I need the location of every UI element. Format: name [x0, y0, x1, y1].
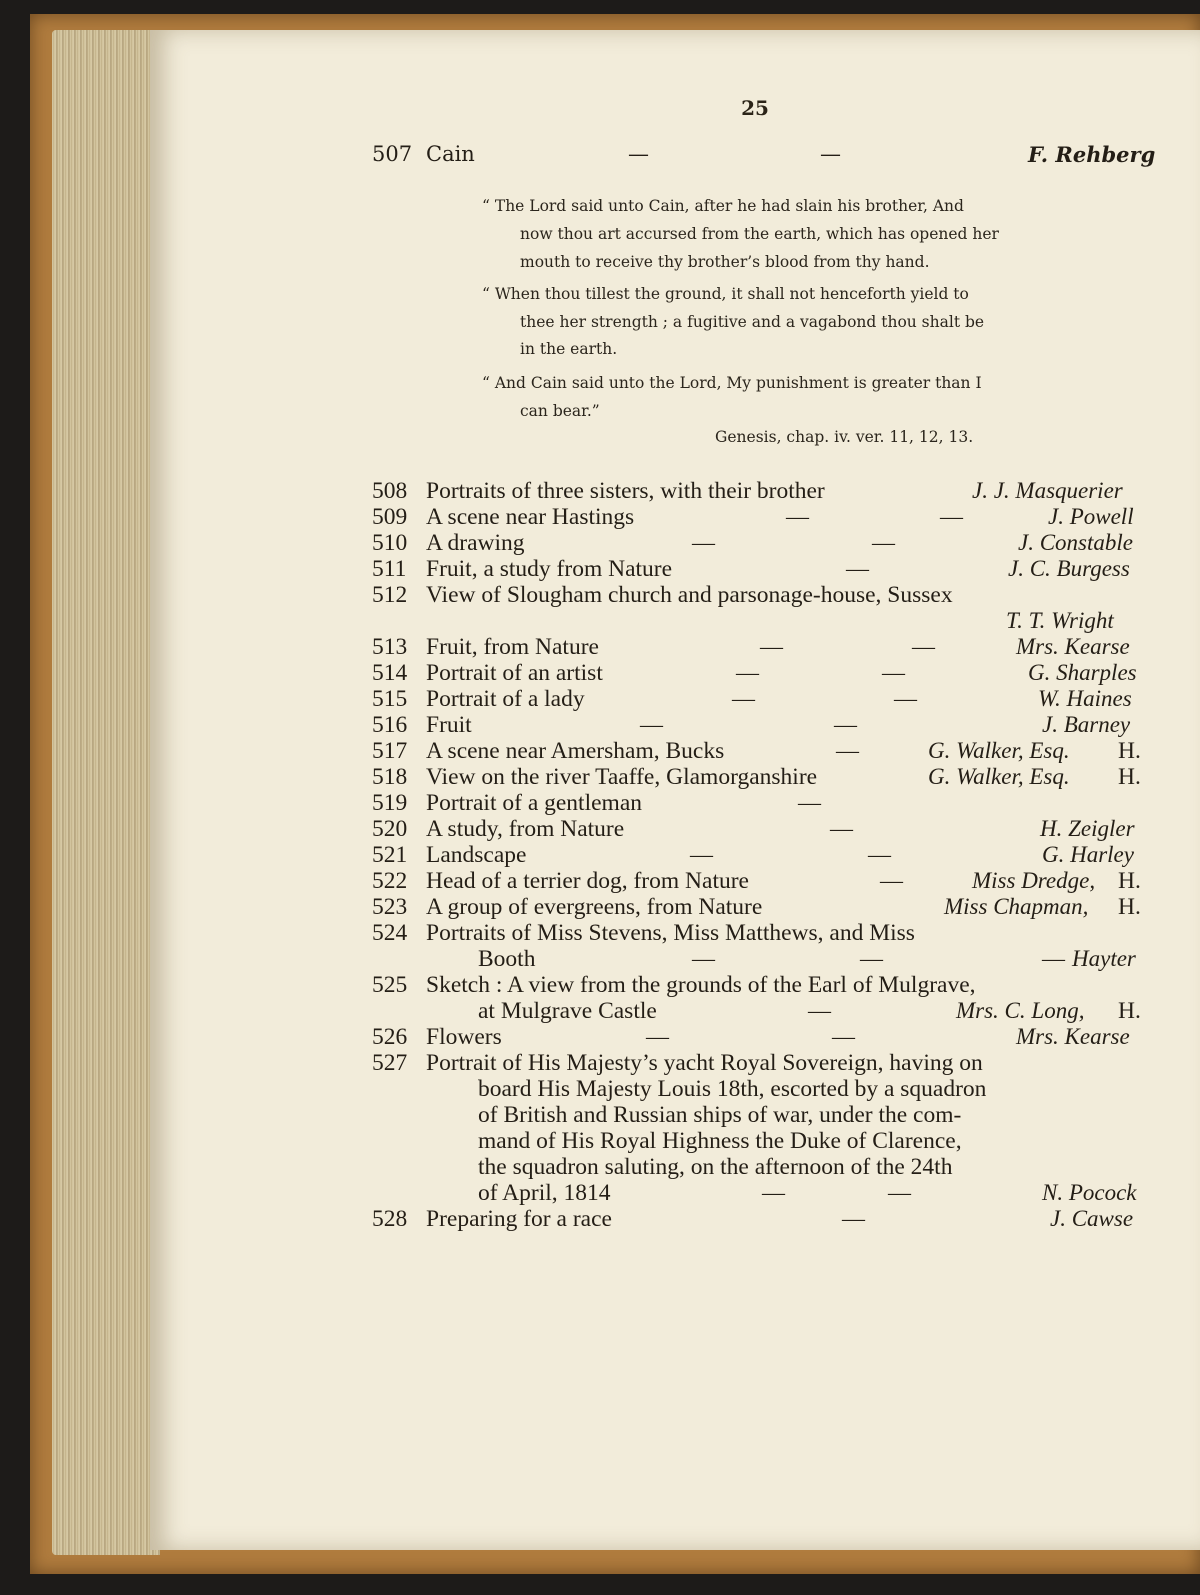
dash: —	[732, 686, 755, 711]
honorary-mark: H.	[1118, 764, 1141, 790]
entry-artist: J. Constable	[1018, 530, 1133, 555]
dash: —	[834, 712, 857, 737]
entry-title-continued: board His Majesty Louis 18th, escorted by a squadron	[478, 1076, 987, 1102]
entry-title: Portrait of a gentleman	[426, 790, 642, 816]
entry-number: 512	[372, 582, 408, 608]
entry-number: 516	[372, 712, 408, 738]
entry-number: 526	[372, 1024, 408, 1050]
entry-title-continued: the squadron saluting, on the afternoon of the 24th	[478, 1154, 953, 1180]
entry-artist: Mrs. Kearse	[1016, 1024, 1130, 1049]
entry-title-continued: Booth	[478, 946, 536, 972]
entry-artist: J. Cawse	[1050, 1206, 1134, 1231]
dash: —	[762, 1180, 785, 1205]
entry-artist: G. Sharples	[1028, 660, 1137, 685]
entry-number: 510	[372, 530, 408, 556]
quote-line: now thou art accursed from the earth, which has opened her	[520, 225, 999, 243]
dash: —	[798, 790, 821, 815]
dash: —	[888, 1180, 911, 1205]
quote-line: in the earth.	[520, 340, 618, 358]
entry-title-continued: at Mulgrave Castle	[478, 998, 657, 1024]
dash: —	[736, 660, 759, 685]
entry-number: 522	[372, 868, 408, 894]
dash: —	[786, 504, 809, 529]
entry-number: 521	[372, 842, 408, 868]
entry-title: Cain	[426, 142, 475, 166]
entry-artist: T. T. Wright	[1006, 608, 1114, 633]
entry-artist: Mrs. C. Long,	[956, 998, 1085, 1023]
dash: —	[628, 142, 649, 166]
entry-number: 524	[372, 920, 408, 946]
entry-title: Portrait of His Majesty’s yacht Royal Sovereign, having on	[426, 1050, 983, 1076]
entry-title: Portraits of Miss Stevens, Miss Matthews, and Miss	[426, 920, 915, 946]
entry-title: Fruit, a study from Nature	[426, 556, 673, 582]
entry-number: 528	[372, 1206, 408, 1232]
dash: —	[940, 504, 963, 529]
dash: —	[846, 556, 869, 581]
entry-title: Preparing for a race	[426, 1206, 612, 1232]
bible-citation: Genesis, chap. iv. ver. 11, 12, 13.	[715, 428, 974, 446]
entry-artist: G. Harley	[1042, 842, 1134, 867]
quote-line: “ When thou tillest the ground, it shall not henceforth yield to	[482, 285, 969, 303]
quote-line: “ And Cain said unto the Lord, My punishment is greater than I	[482, 374, 982, 392]
honorary-mark: H.	[1118, 998, 1141, 1024]
page-number: 25	[741, 96, 769, 120]
entry-title: Portrait of a lady	[426, 686, 585, 712]
entry-title: Flowers	[426, 1024, 502, 1050]
entry-title: Sketch : A view from the grounds of the Earl of Mulgrave,	[426, 972, 976, 998]
entry-number: 519	[372, 790, 408, 816]
dash: —	[842, 1206, 865, 1231]
entry-artist: F. Rehberg	[1028, 142, 1156, 167]
entry-title: A group of evergreens, from Nature	[426, 894, 763, 920]
entry-number: 515	[372, 686, 408, 712]
dash: —	[860, 946, 883, 971]
entry-title-continued: of British and Russian ships of war, under the com-	[478, 1102, 962, 1128]
entry-title: View on the river Taaffe, Glamorganshire	[426, 764, 818, 790]
dash: —	[912, 634, 935, 659]
entry-number: 511	[372, 556, 407, 582]
dash: —	[872, 530, 895, 555]
dash: —	[690, 842, 713, 867]
quote-line: “ The Lord said unto Cain, after he had slain his brother, And	[482, 197, 964, 215]
entry-artist: W. Haines	[1038, 686, 1132, 711]
quote-line: can bear.”	[520, 402, 600, 420]
entry-artist: Miss Dredge,	[972, 868, 1096, 893]
dash: —	[830, 816, 853, 841]
dash: —	[808, 998, 831, 1023]
dash: —	[692, 946, 715, 971]
honorary-mark: H.	[1118, 738, 1141, 764]
entry-title-continued: of April, 1814	[478, 1180, 611, 1206]
entry-title: Head of a terrier dog, from Nature	[426, 868, 749, 894]
entry-artist: J. Barney	[1042, 712, 1131, 737]
page-edges	[52, 30, 160, 1555]
entry-artist: N. Pocock	[1042, 1180, 1137, 1205]
entry-title: A drawing	[426, 530, 525, 556]
entry-number: 507	[372, 142, 413, 166]
entry-title: Portraits of three sisters, with their brother	[426, 478, 825, 504]
entry-title: A study, from Nature	[426, 816, 625, 842]
entry-title: A scene near Hastings	[426, 504, 635, 530]
entry-artist: J. J. Masquerier	[972, 478, 1123, 503]
entry-number: 514	[372, 660, 408, 686]
entry-artist: H. Zeigler	[1040, 816, 1135, 841]
dash: —	[832, 1024, 855, 1049]
quote-line: thee her strength ; a fugitive and a vagabond thou shalt be	[520, 313, 985, 331]
entry-title: Fruit	[426, 712, 472, 738]
dash: —	[640, 712, 663, 737]
entry-title: Portrait of an artist	[426, 660, 603, 686]
dash: —	[894, 686, 917, 711]
dash: —	[836, 738, 859, 763]
dash: —	[646, 1024, 669, 1049]
dash: —	[760, 634, 783, 659]
entry-number: 517	[372, 738, 408, 764]
entry-number: 527	[372, 1050, 408, 1076]
honorary-mark: H.	[1118, 894, 1141, 920]
dash: —	[820, 142, 841, 166]
entry-number: 509	[372, 504, 408, 530]
entry-title: View of Slougham church and parsonage-house, Sussex	[426, 582, 953, 608]
honorary-mark: H.	[1118, 868, 1141, 894]
entry-title: Fruit, from Nature	[426, 634, 599, 660]
entry-artist: Miss Chapman,	[944, 894, 1089, 919]
entry-title-continued: mand of His Royal Highness the Duke of Clarence,	[478, 1128, 962, 1154]
dash: —	[882, 660, 905, 685]
entry-number: 520	[372, 816, 408, 842]
entry-number: 518	[372, 764, 408, 790]
entry-title: Landscape	[426, 842, 527, 868]
entry-artist: G. Walker, Esq.	[928, 738, 1070, 763]
entry-number: 508	[372, 478, 408, 504]
entry-artist: J. Powell	[1048, 504, 1134, 529]
entry-number: 525	[372, 972, 408, 998]
quote-line: mouth to receive thy brother’s blood from thy hand.	[520, 253, 930, 271]
entry-artist: Hayter	[1072, 946, 1136, 971]
dash: —	[1042, 946, 1065, 971]
dash: —	[692, 530, 715, 555]
entry-artist: G. Walker, Esq.	[928, 764, 1070, 789]
entry-artist: J. C. Burgess	[1008, 556, 1130, 581]
entry-title: A scene near Amersham, Bucks	[426, 738, 725, 764]
entry-number: 523	[372, 894, 408, 920]
entry-number: 513	[372, 634, 408, 660]
entry-artist: Mrs. Kearse	[1016, 634, 1130, 659]
dash: —	[880, 868, 903, 893]
dash: —	[868, 842, 891, 867]
